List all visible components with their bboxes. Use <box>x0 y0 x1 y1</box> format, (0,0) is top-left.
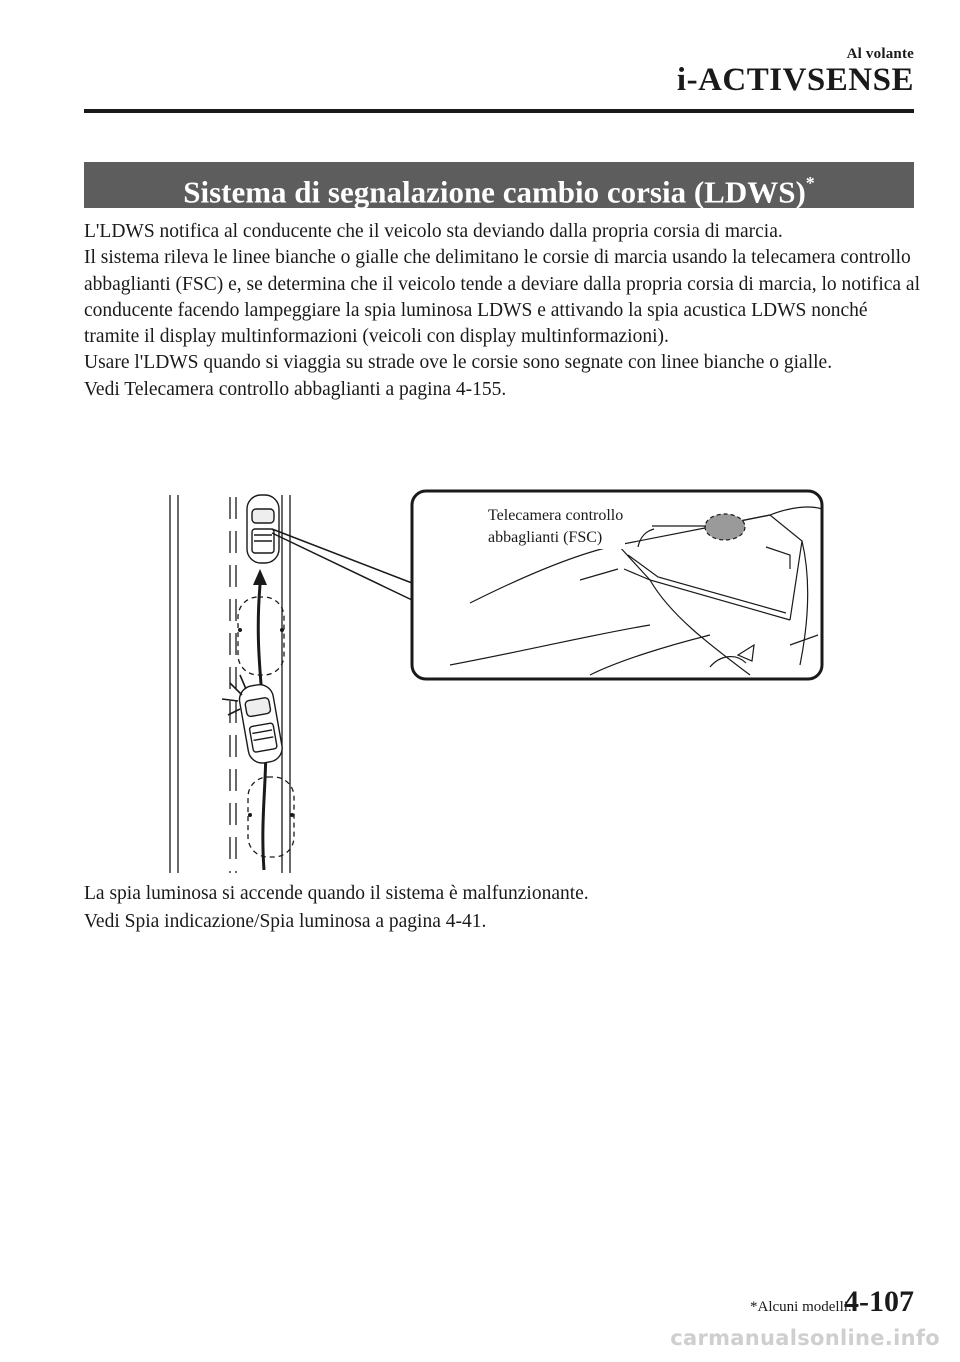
paragraph: Il sistema rileva le linee bianche o gialle che delimitano le corsie di marcia usando la telecamera controllo abbaglianti (FSC) e, se determina che il veicolo tende a deviare dalla propria corsia di marcia, lo notifica al conducente facendo lampeggiare la spia luminosa LDWS e attivando la spia acustica LDWS nonché tramite il display multinformazioni (veicoli con display multinformazioni). <box>84 247 921 348</box>
section-title-text: Sistema di segnalazione cambio corsia (LDWS) <box>183 174 806 210</box>
paragraph: La spia luminosa si accende quando il sistema è malfunzionante. <box>84 883 589 904</box>
camera-callout-label: Telecamera controllo abbaglianti (FSC) <box>486 505 625 549</box>
header-rule <box>84 109 914 113</box>
body-text <box>84 219 920 403</box>
footnote: *Alcuni modelli. <box>750 1299 852 1315</box>
paragraph: Vedi Spia indicazione/Spia luminosa a pagina 4-41. <box>84 911 487 932</box>
header-section: Al volante <box>846 46 914 62</box>
header-chapter: i-ACTIVSENSE <box>676 62 914 98</box>
ldws-figure <box>150 485 830 875</box>
paragraph: L'LDWS notifica al conducente che il veicolo sta deviando dalla propria corsia di marcia. <box>84 221 783 242</box>
section-title <box>84 162 914 208</box>
car-drifting-icon <box>237 682 284 765</box>
paragraph: Vedi Telecamera controllo abbaglianti a pagina 4-155. <box>84 378 507 400</box>
after-text <box>84 880 920 936</box>
section-title-marker: * <box>805 173 815 193</box>
page-number: 4-107 <box>844 1285 914 1318</box>
watermark: carmanualsonline.info <box>670 1326 940 1350</box>
paragraph: Usare l'LDWS quando si viaggia su strade ove le corsie sono segnate con linee bianche o gialle. <box>84 352 833 374</box>
car-top-icon <box>247 495 279 563</box>
